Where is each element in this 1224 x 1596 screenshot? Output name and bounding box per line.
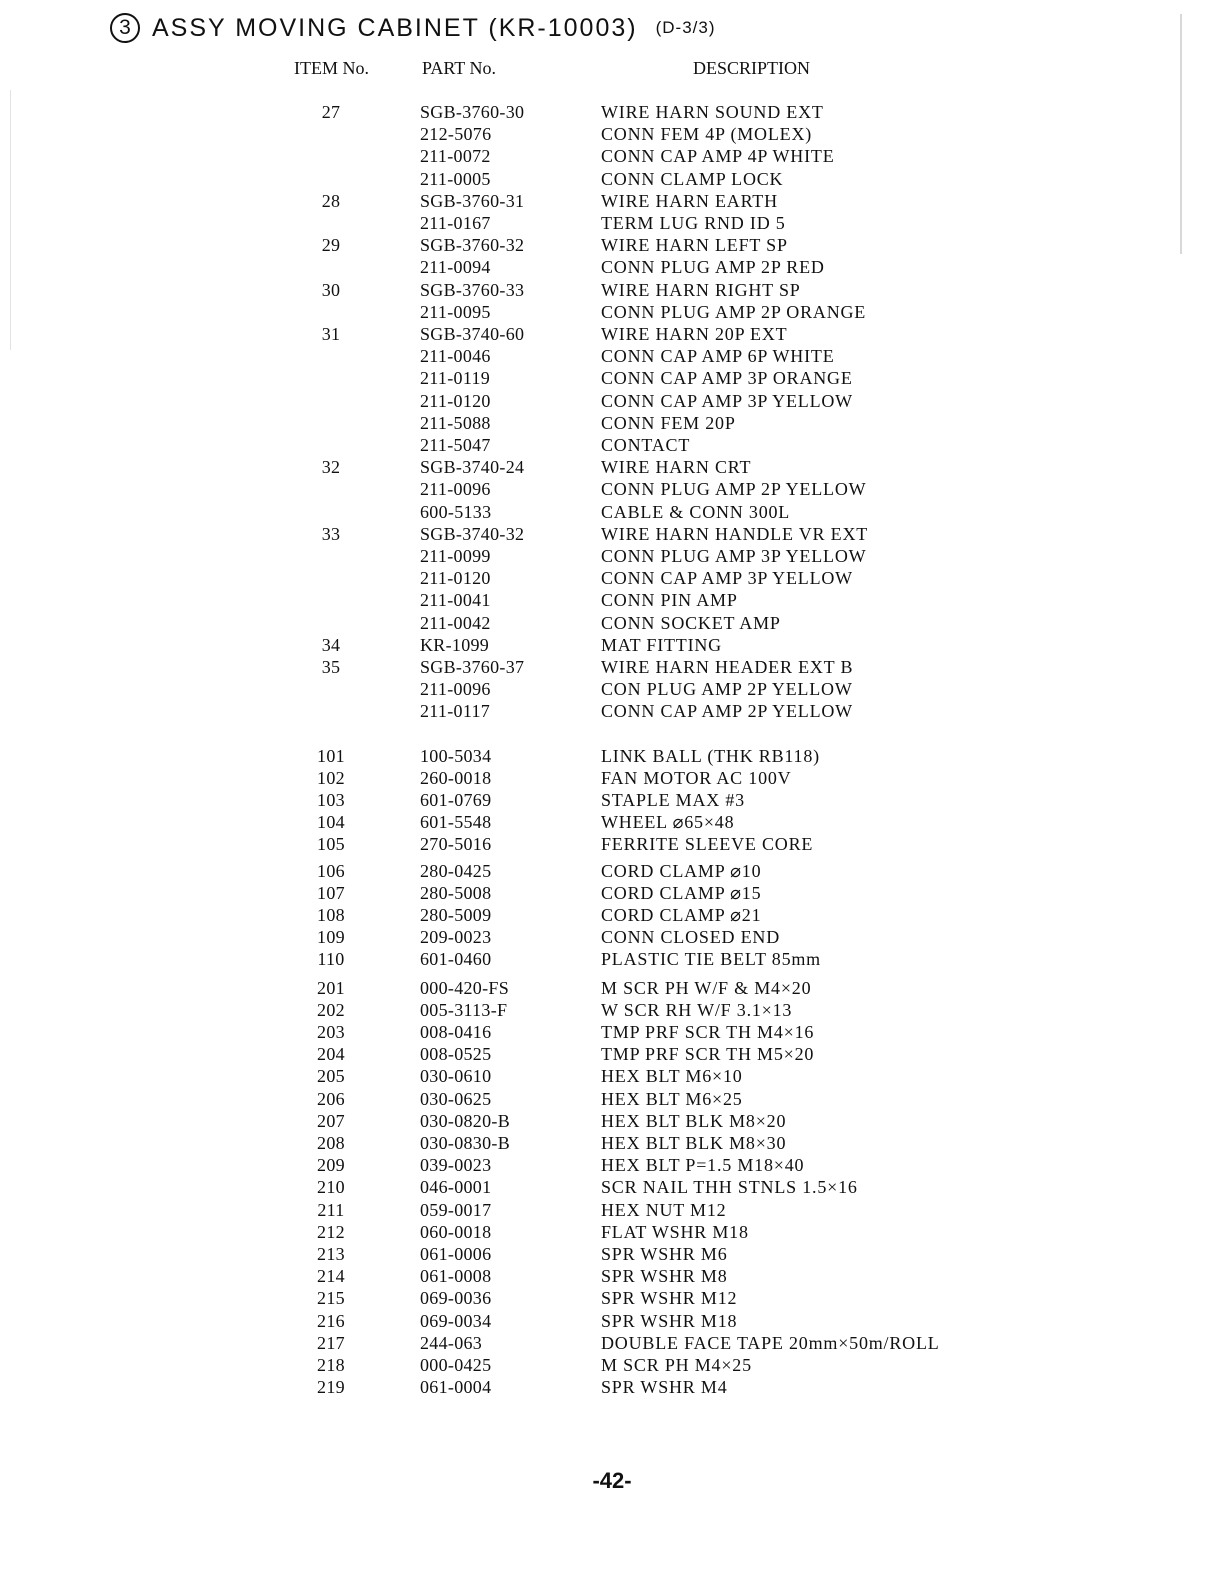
part-number: 211-0117 bbox=[420, 701, 491, 721]
item-number: 215 bbox=[317, 1288, 345, 1308]
part-number: 008-0416 bbox=[420, 1022, 492, 1042]
part-description: CON PLUG AMP 2P YELLOW bbox=[601, 679, 853, 699]
item-number: 201 bbox=[317, 978, 345, 998]
item-number: 208 bbox=[317, 1133, 345, 1153]
item-number: 105 bbox=[317, 834, 345, 854]
part-number: 046-0001 bbox=[420, 1177, 492, 1197]
item-number: 103 bbox=[317, 790, 345, 810]
part-number: SGB-3760-32 bbox=[420, 235, 525, 255]
item-number: 31 bbox=[321, 324, 341, 344]
part-number: 211-0041 bbox=[420, 590, 491, 610]
item-number: 102 bbox=[317, 768, 345, 788]
item-number: 204 bbox=[317, 1044, 345, 1064]
part-description: FAN MOTOR AC 100V bbox=[601, 768, 792, 788]
title-sheet-ref: (D-3/3) bbox=[655, 18, 716, 37]
part-number: 600-5133 bbox=[420, 502, 492, 522]
part-description: CONN FEM 4P (MOLEX) bbox=[601, 124, 813, 144]
item-number: 209 bbox=[317, 1155, 345, 1175]
page-number: -42- bbox=[592, 1468, 632, 1493]
part-description: CONN PLUG AMP 2P ORANGE bbox=[601, 302, 867, 322]
item-number: 101 bbox=[317, 746, 345, 766]
item-number: 104 bbox=[317, 812, 345, 832]
part-description: HEX BLT P=1.5 M18×40 bbox=[601, 1155, 805, 1175]
part-number: 211-0072 bbox=[420, 146, 491, 166]
part-number: 060-0018 bbox=[420, 1222, 492, 1242]
header-description: DESCRIPTION bbox=[693, 58, 811, 78]
part-description: HEX BLT BLK M8×20 bbox=[601, 1111, 787, 1131]
part-description: DOUBLE FACE TAPE 20mm×50m/ROLL bbox=[601, 1333, 940, 1353]
part-description: CONN PLUG AMP 2P RED bbox=[601, 257, 825, 277]
part-number: 061-0006 bbox=[420, 1244, 492, 1264]
part-number: 069-0034 bbox=[420, 1311, 492, 1331]
item-number: 110 bbox=[317, 949, 345, 969]
part-number: SGB-3760-31 bbox=[420, 191, 525, 211]
part-number: 000-0425 bbox=[420, 1355, 492, 1375]
part-number: SGB-3760-33 bbox=[420, 280, 525, 300]
part-number: KR-1099 bbox=[420, 635, 490, 655]
item-number: 32 bbox=[321, 457, 341, 477]
section-number-badge: 3 bbox=[110, 13, 140, 43]
part-description: CONN SOCKET AMP bbox=[601, 613, 781, 633]
part-number: 211-0046 bbox=[420, 346, 491, 366]
part-description: WIRE HARN SOUND EXT bbox=[601, 102, 824, 122]
part-number: SGB-3740-24 bbox=[420, 457, 525, 477]
part-number: SGB-3760-30 bbox=[420, 102, 525, 122]
part-number: 030-0830-B bbox=[420, 1133, 510, 1153]
part-number: 244-063 bbox=[420, 1333, 483, 1353]
part-description: CONN CLOSED END bbox=[601, 927, 781, 947]
item-number: 33 bbox=[321, 524, 341, 544]
part-description: HEX BLT M6×25 bbox=[601, 1089, 743, 1109]
item-number: 217 bbox=[317, 1333, 345, 1353]
scan-edge-mark bbox=[10, 90, 11, 350]
part-description: WIRE HARN EARTH bbox=[601, 191, 778, 211]
item-number: 216 bbox=[317, 1311, 345, 1331]
part-description: HEX BLT BLK M8×30 bbox=[601, 1133, 787, 1153]
part-number: 270-5016 bbox=[420, 834, 492, 854]
part-description: CABLE & CONN 300L bbox=[601, 502, 791, 522]
part-description: CONN FEM 20P bbox=[601, 413, 736, 433]
item-number: 203 bbox=[317, 1022, 345, 1042]
item-number: 219 bbox=[317, 1377, 345, 1397]
part-description: M SCR PH M4×25 bbox=[601, 1355, 752, 1375]
item-number: 106 bbox=[317, 861, 345, 881]
part-description: WIRE HARN 20P EXT bbox=[601, 324, 788, 344]
part-description: WIRE HARN RIGHT SP bbox=[601, 280, 801, 300]
part-description: MAT FITTING bbox=[601, 635, 722, 655]
item-number: 218 bbox=[317, 1355, 345, 1375]
part-number: SGB-3740-60 bbox=[420, 324, 525, 344]
part-description: TMP PRF SCR TH M5×20 bbox=[601, 1044, 815, 1064]
header-part-no: PART No. bbox=[422, 58, 496, 78]
part-description: SPR WSHR M8 bbox=[601, 1266, 728, 1286]
part-description: W SCR RH W/F 3.1×13 bbox=[601, 1000, 793, 1020]
part-description: CONN CLAMP LOCK bbox=[601, 169, 784, 189]
item-number: 107 bbox=[317, 883, 345, 903]
part-number: 211-0167 bbox=[420, 213, 491, 233]
part-description: CONTACT bbox=[601, 435, 691, 455]
part-number: 059-0017 bbox=[420, 1200, 492, 1220]
part-description: CONN CAP AMP 4P WHITE bbox=[601, 146, 835, 166]
part-description: SPR WSHR M4 bbox=[601, 1377, 728, 1397]
part-description: SPR WSHR M18 bbox=[601, 1311, 738, 1331]
part-number: 280-5008 bbox=[420, 883, 492, 903]
item-number: 27 bbox=[321, 102, 341, 122]
part-number: 211-0119 bbox=[420, 368, 491, 388]
item-number: 210 bbox=[317, 1177, 345, 1197]
part-number: 211-0005 bbox=[420, 169, 491, 189]
part-description: CONN CAP AMP 6P WHITE bbox=[601, 346, 835, 366]
part-description: WIRE HARN LEFT SP bbox=[601, 235, 788, 255]
part-description: WIRE HARN HEADER EXT B bbox=[601, 657, 854, 677]
item-number: 30 bbox=[321, 280, 341, 300]
item-number: 109 bbox=[317, 927, 345, 947]
part-number: 030-0625 bbox=[420, 1089, 492, 1109]
part-number: 211-5088 bbox=[420, 413, 491, 433]
part-number: SGB-3760-37 bbox=[420, 657, 525, 677]
part-number: 069-0036 bbox=[420, 1288, 492, 1308]
part-description: WIRE HARN HANDLE VR EXT bbox=[601, 524, 869, 544]
part-number: 601-0460 bbox=[420, 949, 492, 969]
part-number: 030-0820-B bbox=[420, 1111, 510, 1131]
part-description: FLAT WSHR M18 bbox=[601, 1222, 749, 1242]
part-number: 211-5047 bbox=[420, 435, 491, 455]
item-number: 212 bbox=[317, 1222, 345, 1242]
part-number: 211-0099 bbox=[420, 546, 491, 566]
part-number: 601-5548 bbox=[420, 812, 492, 832]
item-number: 29 bbox=[321, 235, 341, 255]
part-number: 601-0769 bbox=[420, 790, 492, 810]
part-description: HEX NUT M12 bbox=[601, 1200, 727, 1220]
part-number: 211-0096 bbox=[420, 679, 491, 699]
part-description: LINK BALL (THK RB118) bbox=[601, 746, 820, 766]
part-description: TMP PRF SCR TH M4×16 bbox=[601, 1022, 815, 1042]
part-description: CONN CAP AMP 3P YELLOW bbox=[601, 391, 853, 411]
item-number: 35 bbox=[321, 657, 341, 677]
part-number: 211-0120 bbox=[420, 391, 491, 411]
item-number: 211 bbox=[317, 1200, 345, 1220]
part-number: 211-0095 bbox=[420, 302, 491, 322]
part-description: CORD CLAMP ⌀21 bbox=[601, 905, 762, 925]
part-number: 061-0004 bbox=[420, 1377, 492, 1397]
part-description: TERM LUG RND ID 5 bbox=[601, 213, 786, 233]
item-number: 206 bbox=[317, 1089, 345, 1109]
part-description: SPR WSHR M6 bbox=[601, 1244, 728, 1264]
part-number: 030-0610 bbox=[420, 1066, 492, 1086]
item-number: 108 bbox=[317, 905, 345, 925]
scan-edge-mark bbox=[1180, 14, 1182, 254]
part-description: WHEEL ⌀65×48 bbox=[601, 812, 735, 832]
part-description: CORD CLAMP ⌀10 bbox=[601, 861, 762, 881]
part-description: PLASTIC TIE BELT 85mm bbox=[601, 949, 821, 969]
part-description: FERRITE SLEEVE CORE bbox=[601, 834, 814, 854]
part-number: 280-0425 bbox=[420, 861, 492, 881]
part-description: SPR WSHR M12 bbox=[601, 1288, 738, 1308]
part-description: SCR NAIL THH STNLS 1.5×16 bbox=[601, 1177, 858, 1197]
part-description: CONN PLUG AMP 3P YELLOW bbox=[601, 546, 867, 566]
part-description: CONN CAP AMP 3P YELLOW bbox=[601, 568, 853, 588]
title-text: ASSY MOVING CABINET (KR-10003) bbox=[152, 13, 638, 42]
part-number: 211-0042 bbox=[420, 613, 491, 633]
part-number: 209-0023 bbox=[420, 927, 492, 947]
part-description: HEX BLT M6×10 bbox=[601, 1066, 743, 1086]
part-number: 212-5076 bbox=[420, 124, 492, 144]
part-number: 100-5034 bbox=[420, 746, 492, 766]
item-number: 34 bbox=[321, 635, 341, 655]
part-number: 039-0023 bbox=[420, 1155, 492, 1175]
part-number: SGB-3740-32 bbox=[420, 524, 525, 544]
part-description: CONN CAP AMP 3P ORANGE bbox=[601, 368, 853, 388]
part-description: STAPLE MAX #3 bbox=[601, 790, 745, 810]
part-number: 211-0120 bbox=[420, 568, 491, 588]
part-description: CONN PIN AMP bbox=[601, 590, 738, 610]
part-number: 008-0525 bbox=[420, 1044, 492, 1064]
item-number: 214 bbox=[317, 1266, 345, 1286]
item-number: 207 bbox=[317, 1111, 345, 1131]
part-description: CONN CAP AMP 2P YELLOW bbox=[601, 701, 853, 721]
part-number: 280-5009 bbox=[420, 905, 492, 925]
part-number: 211-0096 bbox=[420, 479, 491, 499]
part-description: CORD CLAMP ⌀15 bbox=[601, 883, 762, 903]
part-description: M SCR PH W/F & M4×20 bbox=[601, 978, 812, 998]
item-number: 202 bbox=[317, 1000, 345, 1020]
item-number: 28 bbox=[321, 191, 341, 211]
part-number: 000-420-FS bbox=[420, 978, 510, 998]
header-item-no: ITEM No. bbox=[294, 58, 369, 78]
part-number: 211-0094 bbox=[420, 257, 491, 277]
part-number: 061-0008 bbox=[420, 1266, 492, 1286]
item-number: 205 bbox=[317, 1066, 345, 1086]
part-description: CONN PLUG AMP 2P YELLOW bbox=[601, 479, 867, 499]
item-number: 213 bbox=[317, 1244, 345, 1264]
part-number: 005-3113-F bbox=[420, 1000, 508, 1020]
part-description: WIRE HARN CRT bbox=[601, 457, 752, 477]
part-number: 260-0018 bbox=[420, 768, 492, 788]
